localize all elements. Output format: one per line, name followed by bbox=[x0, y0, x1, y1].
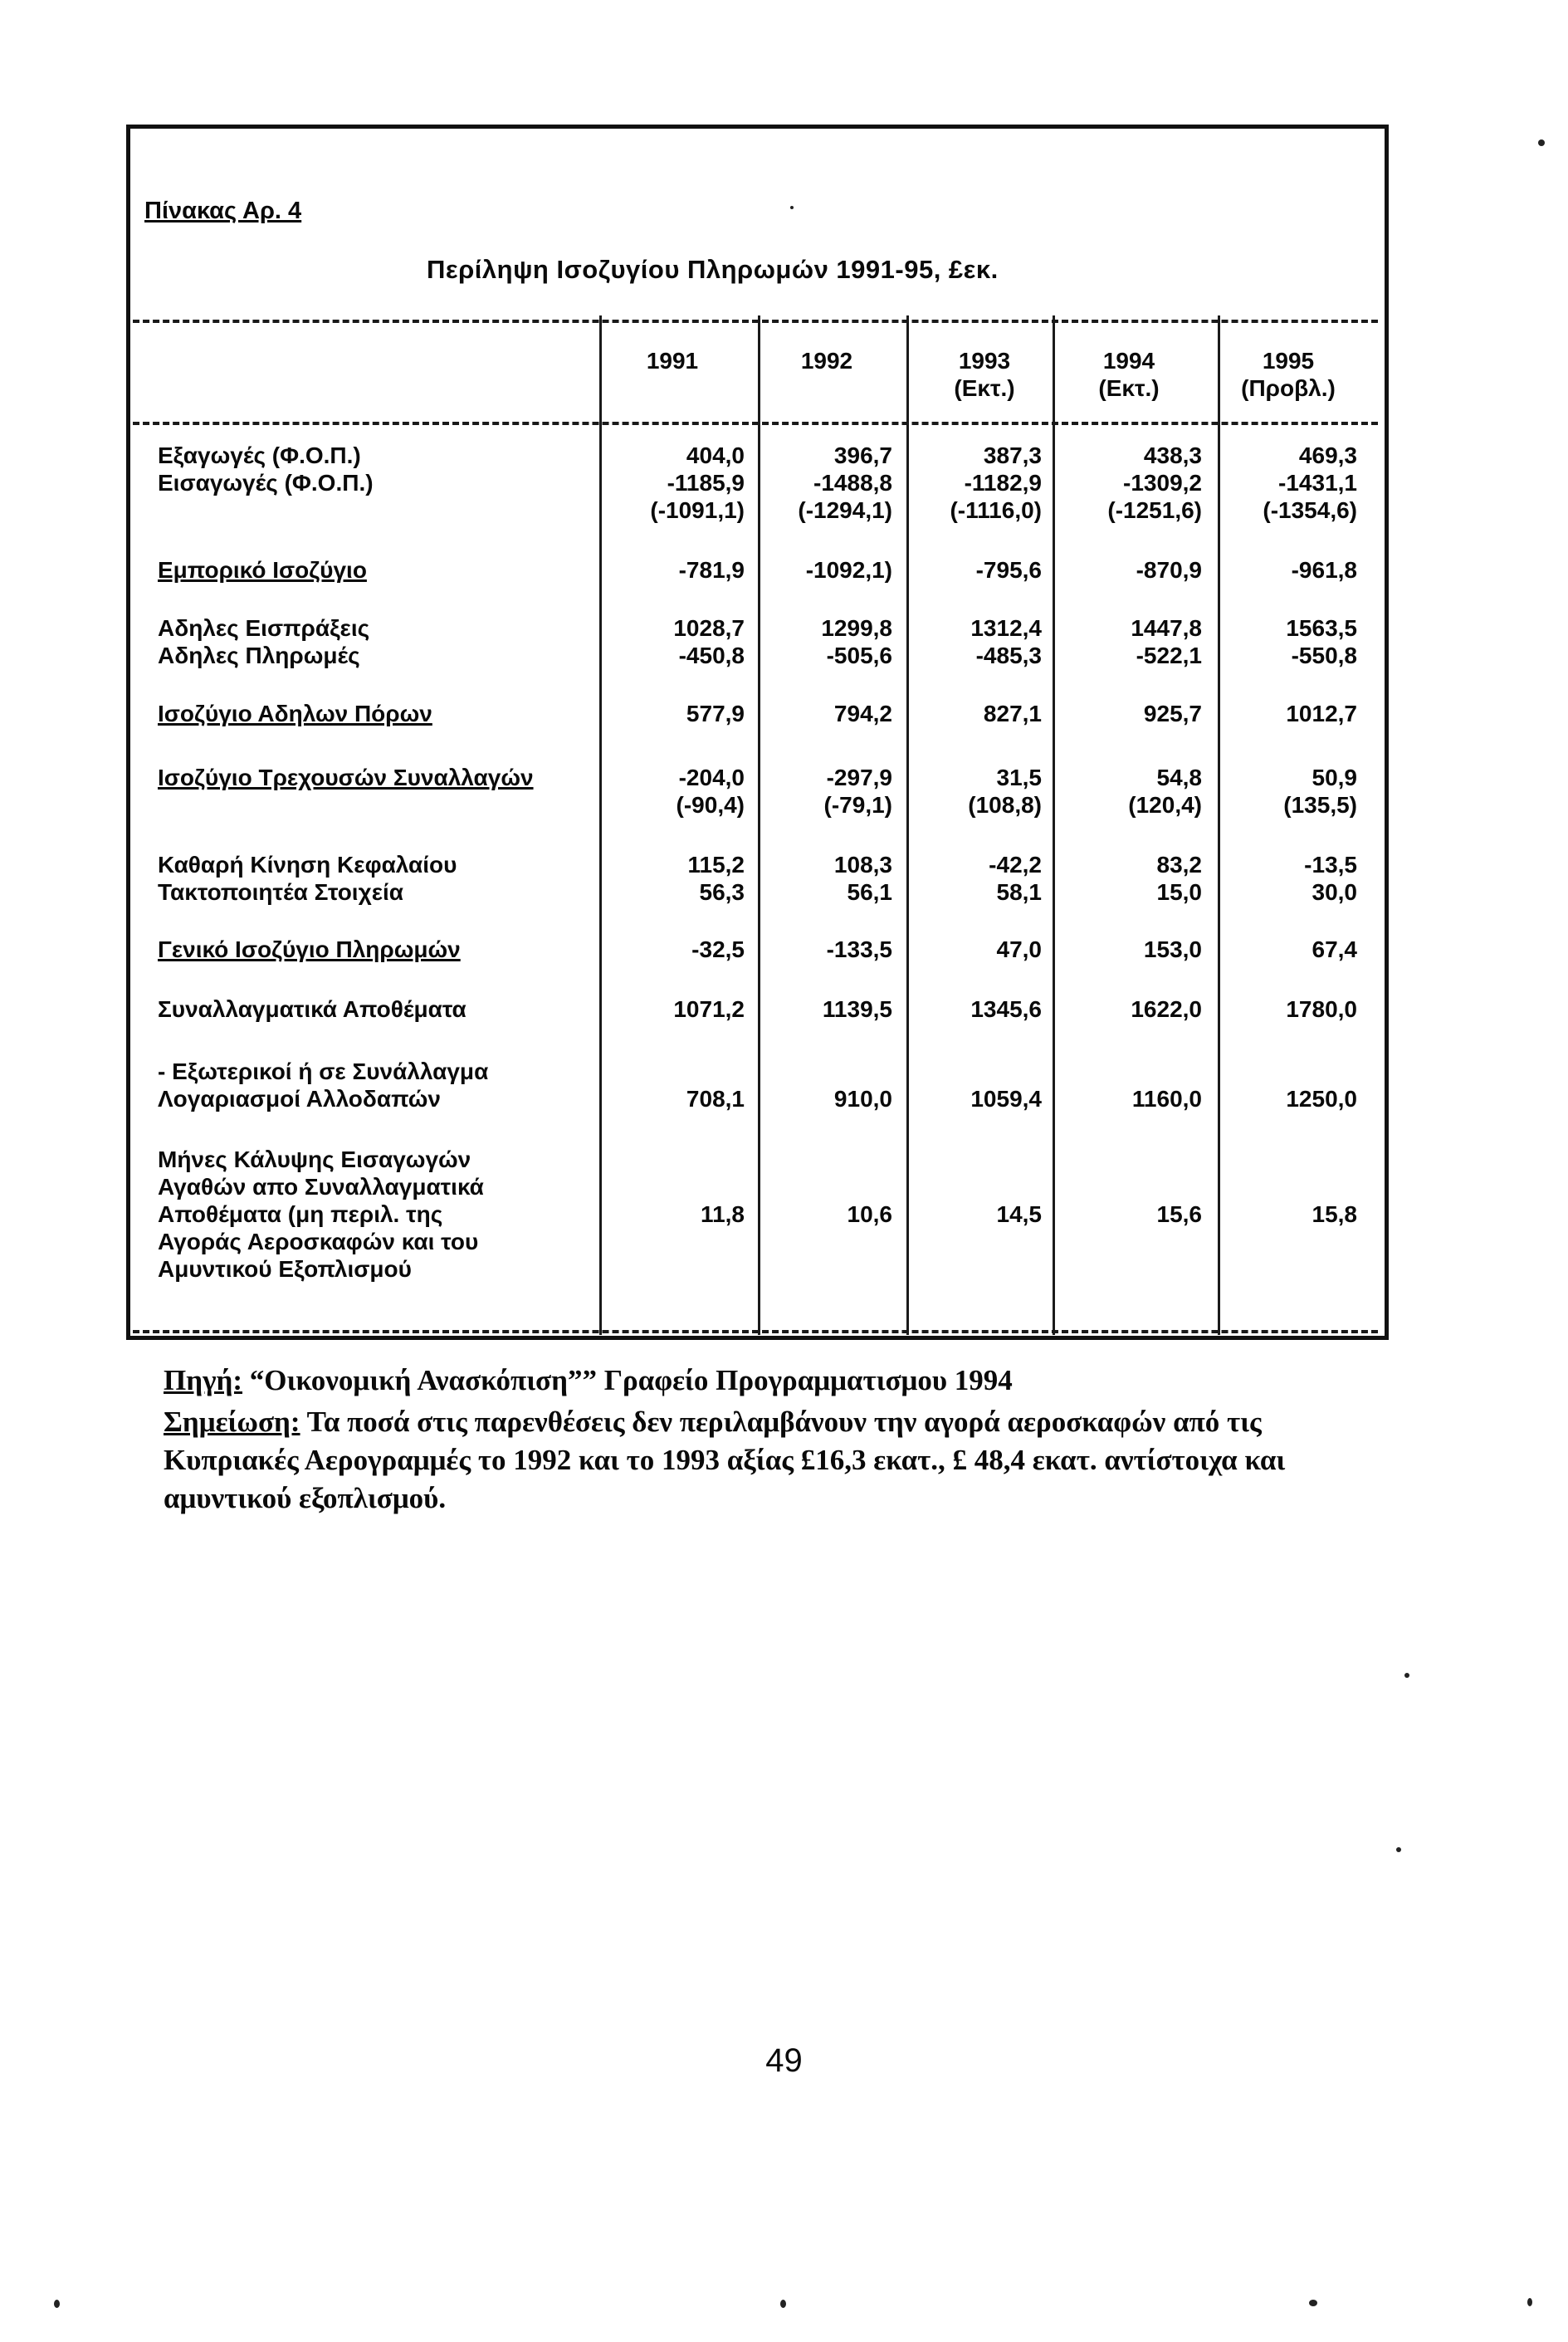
table-cell: 794,2 bbox=[833, 701, 892, 726]
col-sep-5 bbox=[1218, 315, 1220, 1335]
row-label-invisible-payments: Αδηλες Πληρωμές bbox=[158, 643, 360, 668]
table-cell: 108,3 bbox=[833, 852, 892, 878]
table-cell: 438,3 bbox=[1143, 442, 1202, 468]
table-cell: -1185,9 bbox=[667, 470, 745, 496]
table-cell: 1299,8 bbox=[821, 615, 892, 641]
table-cell: 1250,0 bbox=[1286, 1086, 1357, 1112]
table-cell: 1071,2 bbox=[673, 996, 745, 1022]
table-cell: 469,3 bbox=[1298, 442, 1357, 468]
header-note: (Προβλ.) bbox=[1241, 375, 1336, 401]
table-cell: 827,1 bbox=[983, 701, 1042, 726]
table-cell: -795,6 bbox=[975, 557, 1042, 583]
table-cell: 15,0 bbox=[1156, 879, 1202, 905]
header-year: 1994 bbox=[1102, 348, 1155, 374]
table-cell: 577,9 bbox=[686, 701, 745, 726]
table-cell: 14,5 bbox=[996, 1201, 1042, 1227]
header-note: (Εκτ.) bbox=[1098, 375, 1160, 401]
table-cell: 1028,7 bbox=[673, 615, 745, 641]
table-title: Περίληψη Ισοζυγίου Πληρωμών 1991-95, £εκ. bbox=[427, 255, 999, 284]
table-cell: -1092,1) bbox=[805, 557, 892, 583]
header-year: 1991 bbox=[646, 348, 699, 374]
row-label-net-capital: Καθαρή Κίνηση Κεφαλαίου bbox=[158, 852, 457, 878]
scan-speck bbox=[780, 2300, 786, 2308]
table-cell: -505,6 bbox=[826, 643, 892, 668]
table-cell: -522,1 bbox=[1136, 643, 1202, 668]
table-cell: -32,5 bbox=[691, 936, 745, 962]
table-cell: -781,9 bbox=[678, 557, 745, 583]
footnote bbox=[164, 1403, 1392, 1518]
row-label-external-reserves: - Εξωτερικοί ή σε Συνάλλαγμα bbox=[158, 1059, 489, 1084]
table-cell: 1563,5 bbox=[1286, 615, 1357, 641]
table-cell: -550,8 bbox=[1291, 643, 1357, 668]
table-cell: (120,4) bbox=[1128, 792, 1202, 818]
table-cell: 15,8 bbox=[1312, 1201, 1357, 1227]
table-cell: 1780,0 bbox=[1286, 996, 1357, 1022]
rule-bottom bbox=[133, 1330, 1378, 1333]
table-cell: 50,9 bbox=[1312, 765, 1357, 790]
table-cell: -1431,1 bbox=[1278, 470, 1357, 496]
table-cell: (-79,1) bbox=[823, 792, 892, 818]
table-label: Πίνακας Αρ. 4 bbox=[144, 198, 302, 224]
source-label: Πηγή: bbox=[164, 1364, 243, 1396]
table-cell: 115,2 bbox=[687, 852, 745, 878]
table-cell: 925,7 bbox=[1143, 701, 1202, 726]
row-label-import-cover: Αγοράς Αεροσκαφών και του bbox=[158, 1229, 479, 1254]
row-label-external-reserves: Λογαριασμοί Αλλοδαπών bbox=[158, 1086, 441, 1112]
table-cell: 67,4 bbox=[1312, 936, 1357, 962]
table-cell: 56,1 bbox=[847, 879, 892, 905]
row-label-overall-balance: Γενικό Ισοζύγιο Πληρωμών bbox=[158, 936, 461, 962]
table-cell: 387,3 bbox=[983, 442, 1042, 468]
scan-speck bbox=[790, 206, 794, 209]
col-sep-1 bbox=[599, 315, 602, 1335]
table-cell: 1012,7 bbox=[1286, 701, 1357, 726]
source-text: “Οικονομική Ανασκόπιση”” Γραφείο Προγραμματισμου 1994 bbox=[242, 1364, 1013, 1396]
table-cell: 153,0 bbox=[1143, 936, 1202, 962]
col-sep-3 bbox=[906, 315, 909, 1335]
table-cell: -1182,9 bbox=[964, 470, 1042, 496]
col-sep-4 bbox=[1053, 315, 1055, 1335]
table-cell: -450,8 bbox=[678, 643, 745, 668]
table-cell: 1312,4 bbox=[970, 615, 1042, 641]
source-note bbox=[164, 1362, 1392, 1400]
table-cell: 910,0 bbox=[833, 1086, 892, 1112]
row-label-trade-balance: Εμπορικό Ισοζύγιο bbox=[158, 557, 367, 583]
table-cell: 47,0 bbox=[996, 936, 1042, 962]
table-cell: -485,3 bbox=[975, 643, 1042, 668]
table-cell: 31,5 bbox=[996, 765, 1042, 790]
table-cell: -204,0 bbox=[678, 765, 745, 790]
table-cell: 1059,4 bbox=[970, 1086, 1042, 1112]
table-cell: 30,0 bbox=[1312, 879, 1357, 905]
table-cell: (-1251,6) bbox=[1107, 497, 1202, 523]
row-label-reserves: Συναλλαγματικά Αποθέματα bbox=[158, 996, 466, 1022]
rule-top bbox=[133, 320, 1378, 323]
row-label-errors: Τακτοποιητέα Στοιχεία bbox=[158, 879, 403, 905]
row-label-exports: Εξαγωγές (Φ.Ο.Π.) bbox=[158, 442, 361, 468]
header-year: 1993 bbox=[958, 348, 1011, 374]
row-label-import-cover: Αγαθών απο Συναλλαγματικά bbox=[158, 1174, 484, 1200]
col-sep-2 bbox=[758, 315, 760, 1335]
table-cell: 1447,8 bbox=[1131, 615, 1202, 641]
rule-header bbox=[133, 422, 1378, 425]
table-cell: -1488,8 bbox=[813, 470, 892, 496]
scan-speck bbox=[1538, 139, 1545, 146]
scan-speck bbox=[54, 2300, 60, 2308]
table-cell: (-1354,6) bbox=[1263, 497, 1357, 523]
table-cell: 58,1 bbox=[996, 879, 1042, 905]
footnote-label: Σημείωση: bbox=[164, 1406, 300, 1438]
page-number: 49 bbox=[765, 2042, 803, 2079]
header-note: (Εκτ.) bbox=[954, 375, 1015, 401]
table-cell: (-1091,1) bbox=[650, 497, 745, 523]
row-label-invisibles-balance: Ισοζύγιο Αδηλων Πόρων bbox=[158, 701, 432, 726]
row-label-import-cover: Μήνες Κάλυψης Εισαγωγών bbox=[158, 1147, 471, 1172]
table-cell: -870,9 bbox=[1136, 557, 1202, 583]
table-cell: -42,2 bbox=[989, 852, 1042, 878]
table-cell: 54,8 bbox=[1156, 765, 1202, 790]
table-cell: 11,8 bbox=[701, 1201, 745, 1227]
table-cell: (135,5) bbox=[1283, 792, 1357, 818]
table-cell: -13,5 bbox=[1304, 852, 1357, 878]
table-cell: (-1116,0) bbox=[950, 497, 1042, 523]
scan-speck bbox=[1309, 2300, 1317, 2306]
table-cell: (-1294,1) bbox=[798, 497, 892, 523]
table-cell: 56,3 bbox=[699, 879, 745, 905]
header-year: 1995 bbox=[1262, 348, 1315, 374]
table-cell: 15,6 bbox=[1156, 1201, 1202, 1227]
table-cell: -297,9 bbox=[826, 765, 892, 790]
table-cell: 1139,5 bbox=[822, 996, 892, 1022]
scan-speck bbox=[1404, 1673, 1409, 1678]
table-cell: 1622,0 bbox=[1131, 996, 1202, 1022]
table-cell: (108,8) bbox=[968, 792, 1042, 818]
table-cell: 1345,6 bbox=[970, 996, 1042, 1022]
footnote-text: Τα ποσά στις παρενθέσεις δεν περιλαμβάνουν την αγορά αεροσκαφών από τις Κυπριακές Αερογραμμές το 1992 και το 1993 αξίας £16,3 εκατ., £ 48,4 εκατ. αντίστοιχα και αμυντικού εξοπλισμού. bbox=[164, 1406, 1286, 1514]
table-cell: (-90,4) bbox=[676, 792, 745, 818]
table-cell: -133,5 bbox=[826, 936, 892, 962]
scan-speck bbox=[1396, 1847, 1401, 1852]
row-label-current-account: Ισοζύγιο Τρεχουσών Συναλλαγών bbox=[158, 765, 534, 790]
table-cell: 1160,0 bbox=[1131, 1086, 1202, 1112]
table-cell: 708,1 bbox=[686, 1086, 745, 1112]
row-label-imports: Εισαγωγές (Φ.Ο.Π.) bbox=[158, 470, 374, 496]
row-label-import-cover: Αμυντικού Εξοπλισμού bbox=[158, 1256, 412, 1282]
header-year: 1992 bbox=[800, 348, 853, 374]
table-cell: 396,7 bbox=[833, 442, 892, 468]
table-cell: 404,0 bbox=[686, 442, 745, 468]
row-label-import-cover: Αποθέματα (μη περιλ. της bbox=[158, 1201, 443, 1227]
table-cell: 83,2 bbox=[1156, 852, 1202, 878]
row-label-invisible-receipts: Αδηλες Εισπράξεις bbox=[158, 615, 370, 641]
table-cell: -1309,2 bbox=[1123, 470, 1202, 496]
scan-speck bbox=[1527, 2298, 1532, 2306]
table-cell: -961,8 bbox=[1291, 557, 1357, 583]
table-cell: 10,6 bbox=[847, 1201, 892, 1227]
